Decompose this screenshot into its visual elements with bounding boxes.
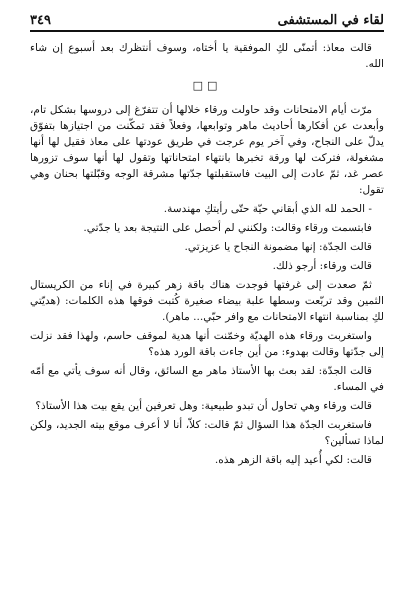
running-title: لقاء في المستشفى	[277, 13, 384, 28]
paragraph: قالت الجدّة: لقد بعث بها الأستاذ ماهر مع السائق، وقال أنه سوف يأتي مع أمّه في المساء.	[30, 365, 384, 393]
paragraph: واستغربت ورقاء هذه الهديّة وخمّنت أنها هدية لموقف حاسم، ولهذا فقد نزلت إلى جدّتها وقالت بهدوء: من أين جاءت باقة الورد هذه؟	[30, 330, 384, 358]
paragraph: فابتسمت ورقاء وقالت: ولكنني لم أحصل على النتيجة بعد يا جدّتي.	[83, 222, 372, 234]
paragraph: قالت الجدّة: إنها مضمونة النجاح يا عزيزتي.	[184, 241, 372, 253]
section-break-ornament: □□	[192, 79, 222, 92]
paragraph: قالت معاذ: أتمنّى لكِ الموفقية يا أختاه، وسوف أنتظرك بعد أسبوع إن شاء الله.	[30, 42, 384, 70]
page-number: ٣٤٩	[30, 13, 51, 28]
running-header	[30, 8, 384, 32]
paragraph: - الحمد لله الذي أبقاني حيّة حتّى رأيتكِ مهندسة.	[163, 203, 372, 215]
body-text	[30, 40, 384, 471]
paragraph: مرّت أيام الامتحانات وقد حاولت ورقاء خلالها أن تتفرّغ إلى دروسها بشكل تام، وأبعدت عن أفكارها أحاديث ماهر وتوابعها، وفعلاً فقد تمكّنت من اجتيازها بتفوّق يدلّ على النجاح، وفي آخر يوم عرجت في طريق عودتها على معاذ فقيل لها أنها مشغولة، فتركت لها ورقة تخبرها بانتهاء امتحاناتها وتقول لها أنها سوف تزورها عصر غد، ثمّ عادت إلى البيت فاستقبلتها جدّتها مشرقة الوجه وقبّلتها بحنان وهي تقول:	[30, 104, 384, 196]
paragraph: قالت: لكي أُعيد إليه باقة الزهر هذه.	[214, 454, 372, 466]
paragraph: فاستغربت الجدّة هذا السؤال ثمّ قالت: كلاّ، أنا لا أعرف موقع بيته الجديد، ولكن لماذا تسألين؟	[30, 419, 384, 447]
paragraph: قالت ورقاء وهي تحاول أن تبدو طبيعية: وهل تعرفين أين يقع بيت هذا الأستاذ؟	[35, 400, 372, 412]
paragraph: قالت ورقاء: أرجو ذلك.	[272, 260, 372, 272]
paragraph: ثمّ صعدت إلى غرفتها فوجدت هناك باقة زهر كبيرة في إناء من الكريستال الثمين وقد تربّعت وسطها علبة بيضاء صغيرة كُتبت فوقها هذه الكلمات: (هديّتي لكِ بمناسبة انتهاء الامتحانات مع وافر حبّي... ماهر).	[30, 279, 384, 323]
